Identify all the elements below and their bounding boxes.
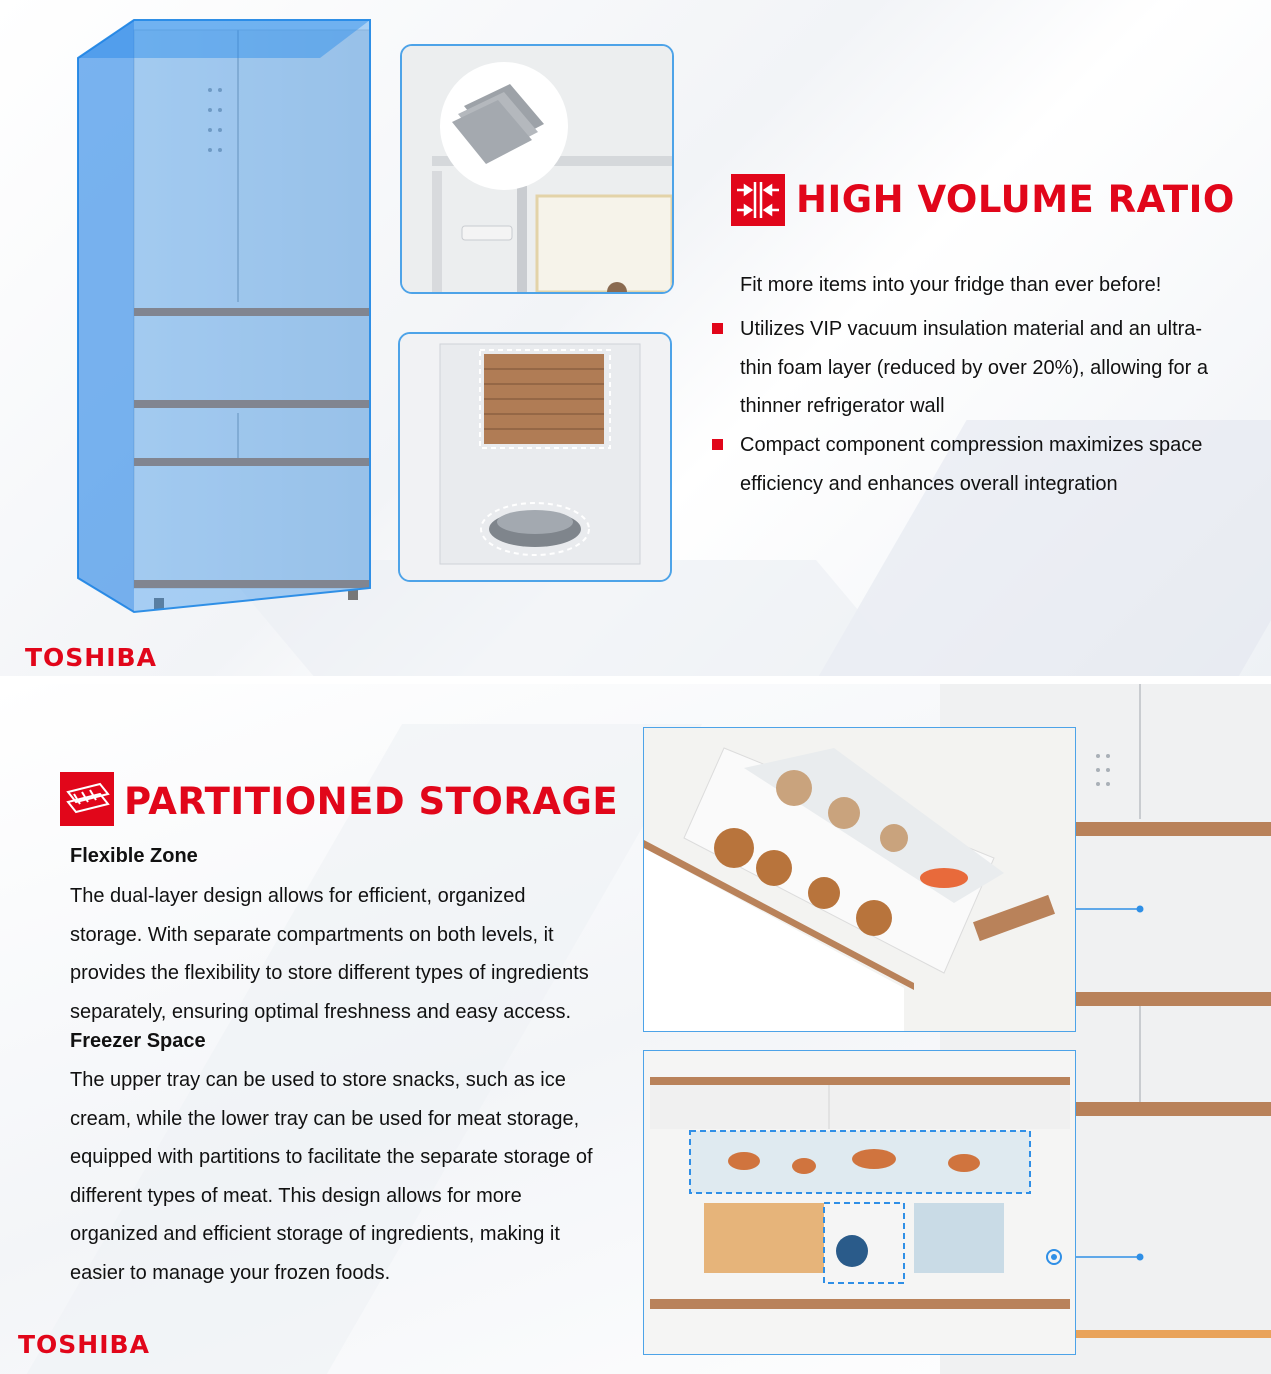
bullet-item	[712, 310, 1232, 426]
flexible-zone-photo	[643, 727, 1076, 1032]
intro-text: Fit more items into your fridge than ever before!	[740, 274, 1162, 296]
freezer-space-heading: Freezer Space	[70, 1030, 206, 1052]
freezer-space-photo	[643, 1050, 1076, 1355]
high-volume-ratio-panel	[0, 0, 1271, 676]
drawer-partition-icon	[60, 772, 114, 826]
bullet-item	[712, 426, 1232, 504]
bullet-marker	[712, 439, 723, 450]
insulation-material-photo	[400, 44, 674, 294]
compact-components-photo	[398, 332, 672, 582]
section-title: HIGH VOLUME RATIO	[796, 178, 1235, 221]
bullet-text: Compact component compression maximizes space efficiency and enhances overall integration	[740, 434, 1203, 495]
partitioned-storage-panel	[0, 684, 1271, 1374]
flexible-zone-text: The dual-layer design allows for efficient, organized storage. With separate compartments on both levels, it provides the flexibility to store different types of ingredients separately, ensuring optimal freshness and easy access.	[70, 885, 589, 1023]
toshiba-logo: TOSHIBA	[25, 643, 157, 672]
flexible-zone-heading: Flexible Zone	[70, 845, 198, 867]
section-title: PARTITIONED STORAGE	[124, 780, 619, 823]
fridge-volume-illustration	[70, 18, 380, 618]
toshiba-logo: TOSHIBA	[18, 1330, 150, 1359]
bullet-marker	[712, 323, 723, 334]
bullet-text: Utilizes VIP vacuum insulation material and an ultra-thin foam layer (reduced by over 20%), allowing for a thinner refrigerator wall	[740, 318, 1209, 417]
compress-arrows-icon	[731, 174, 785, 226]
freezer-space-text: The upper tray can be used to store snacks, such as ice cream, while the lower tray can be used for meat storage, equipped with partitions to facilitate the separate storage of different types of meat. This design allows for more organized and efficient storage of ingredients, making it easier to manage your frozen foods.	[70, 1069, 593, 1284]
